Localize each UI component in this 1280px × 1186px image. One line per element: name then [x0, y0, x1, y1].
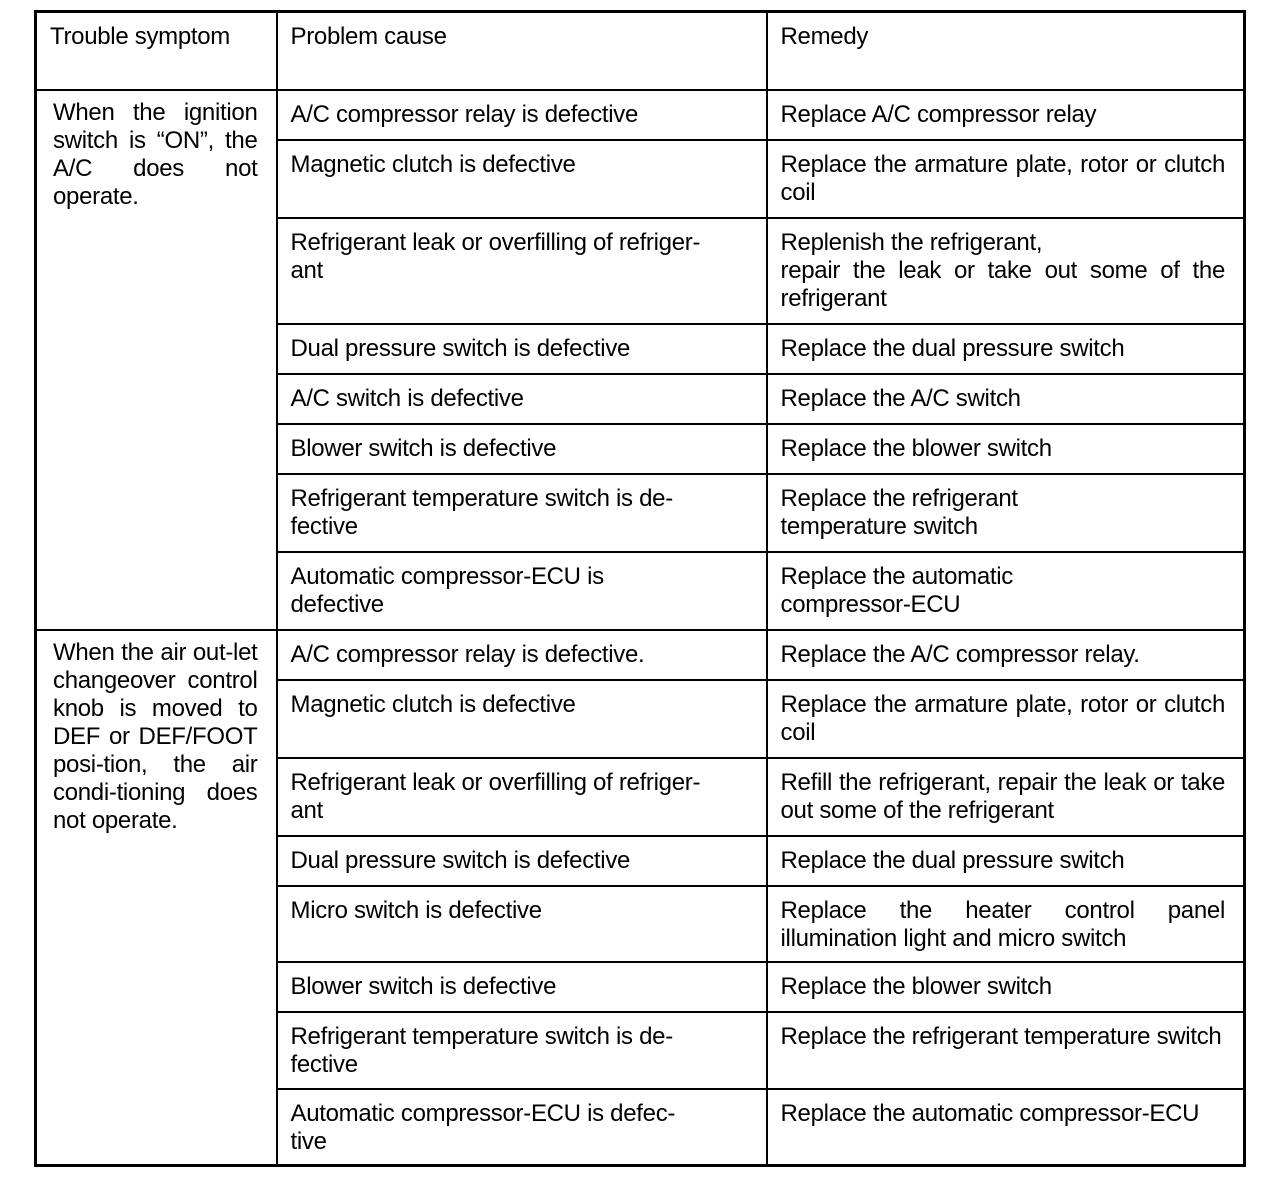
problem-cause-text: Magnetic clutch is defective: [290, 690, 576, 718]
problem-cause-cell: [277, 552, 767, 630]
problem-cause-text: Magnetic clutch is defective: [290, 150, 576, 178]
problem-cause-text: Blower switch is defective: [290, 972, 557, 1000]
table-row: [36, 90, 1245, 140]
remedy-text: Refill the refrigerant, repair the leak or take out some of the refrigerant: [780, 768, 1225, 824]
remedy-cell: [767, 680, 1245, 758]
problem-cause-cell: [277, 218, 767, 324]
problem-cause-cell: [277, 680, 767, 758]
remedy-cell: [767, 630, 1245, 680]
remedy-cell: [767, 836, 1245, 886]
problem-cause-text: Refrigerant temperature switch is de- fective: [290, 1022, 673, 1078]
remedy-cell: [767, 758, 1245, 836]
problem-cause-text: Dual pressure switch is defective: [290, 334, 631, 362]
remedy-text: Replace the A/C compressor relay.: [780, 640, 1140, 668]
problem-cause-cell: [277, 90, 767, 140]
trouble-symptom-cell: When the ignition switch is “ON”, the A/C does not operate.: [36, 90, 277, 630]
problem-cause-text: Refrigerant leak or overfilling of refriger- ant: [290, 228, 701, 284]
remedy-cell: [767, 1089, 1245, 1166]
problem-cause-text: Micro switch is defective: [290, 896, 542, 924]
problem-cause-cell: [277, 474, 767, 552]
remedy-text: Replace the A/C switch: [780, 384, 1021, 412]
remedy-cell: [767, 218, 1245, 324]
table-header: [36, 12, 1245, 90]
problem-cause-cell: [277, 630, 767, 680]
trouble-symptom-cell: When the air out-let changeover control knob is moved to DEF or DEF/FOOT posi-tion, the air condi-tioning does not operate.: [36, 630, 277, 1166]
problem-cause-cell: [277, 324, 767, 374]
remedy-text: Replenish the refrigerant, repair the leak or take out some of the refrigerant: [780, 228, 1225, 312]
header-trouble-symptom: Trouble symptom: [36, 12, 277, 90]
problem-cause-cell: [277, 886, 767, 962]
problem-cause-text: Automatic compressor-ECU is defective: [290, 562, 604, 618]
header-problem-cause: Problem cause: [277, 12, 767, 90]
header-row: [36, 12, 1245, 90]
remedy-cell: [767, 140, 1245, 218]
remedy-text: Replace the armature plate, rotor or clutch coil: [780, 150, 1225, 206]
problem-cause-text: Automatic compressor-ECU is defec- tive: [290, 1099, 676, 1155]
remedy-text: Replace the armature plate, rotor or clutch coil: [780, 690, 1225, 746]
problem-cause-text: Refrigerant temperature switch is de- fective: [290, 484, 673, 540]
header-remedy: Remedy: [767, 12, 1245, 90]
problem-cause-text: A/C compressor relay is defective.: [290, 640, 645, 668]
problem-cause-cell: [277, 1012, 767, 1089]
table-row: [36, 630, 1245, 680]
table-body: [36, 90, 1245, 1166]
problem-cause-text: A/C compressor relay is defective: [290, 100, 639, 128]
remedy-text: Replace the automatic compressor-ECU: [780, 1099, 1200, 1127]
problem-cause-text: A/C switch is defective: [290, 384, 524, 412]
problem-cause-cell: [277, 424, 767, 474]
remedy-cell: [767, 552, 1245, 630]
remedy-cell: [767, 90, 1245, 140]
problem-cause-cell: [277, 962, 767, 1012]
remedy-cell: [767, 1012, 1245, 1089]
remedy-text: Replace the blower switch: [780, 434, 1052, 462]
remedy-text: Replace the heater control panel illumination light and micro switch: [780, 896, 1225, 952]
problem-cause-cell: [277, 374, 767, 424]
remedy-text: Replace the blower switch: [780, 972, 1052, 1000]
problem-cause-cell: [277, 140, 767, 218]
remedy-cell: [767, 886, 1245, 962]
remedy-text: Replace A/C compressor relay: [780, 100, 1097, 128]
problem-cause-text: Dual pressure switch is defective: [290, 846, 631, 874]
remedy-text: Replace the dual pressure switch: [780, 334, 1125, 362]
problem-cause-cell: [277, 836, 767, 886]
remedy-cell: [767, 962, 1245, 1012]
remedy-cell: [767, 474, 1245, 552]
remedy-cell: [767, 324, 1245, 374]
remedy-cell: [767, 374, 1245, 424]
remedy-cell: [767, 424, 1245, 474]
remedy-text: Replace the refrigerant temperature switch: [780, 484, 1018, 540]
remedy-text: Replace the dual pressure switch: [780, 846, 1125, 874]
remedy-text: Replace the automatic compressor-ECU: [780, 562, 1014, 618]
problem-cause-text: Blower switch is defective: [290, 434, 557, 462]
remedy-text: Replace the refrigerant temperature switch: [780, 1022, 1222, 1050]
problem-cause-cell: [277, 758, 767, 836]
problem-cause-cell: [277, 1089, 767, 1166]
troubleshooting-table: [34, 10, 1246, 1167]
problem-cause-text: Refrigerant leak or overfilling of refriger- ant: [290, 768, 701, 824]
